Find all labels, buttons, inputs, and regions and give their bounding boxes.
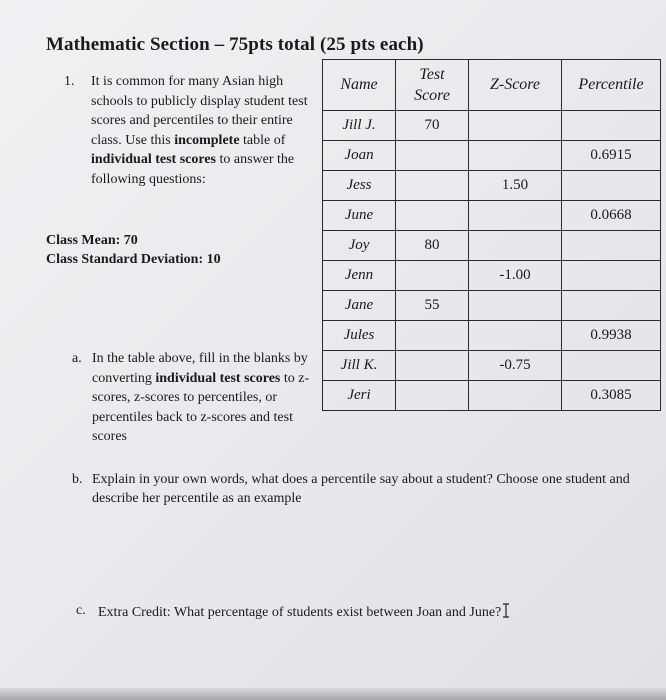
cell-z-score[interactable] [469,111,562,141]
cell-test-score[interactable] [396,351,469,381]
cell-name: Jules [323,321,396,351]
cell-percentile[interactable] [562,351,661,381]
cell-percentile[interactable] [562,261,661,291]
cell-z-score[interactable] [469,381,562,411]
part-a-text-part: to z-scores, z-scores to percentiles, or percentiles back to z-scores and test scores [92,370,310,445]
question-1 [64,72,314,190]
part-c [76,603,510,621]
cell-percentile: 0.0668 [562,201,661,231]
question-1-text-part: It is common for many Asian high schools to publicly display student test scores and percentiles to their entire class. Use this [91,74,308,148]
cell-percentile: 0.6915 [562,141,661,171]
cell-z-score[interactable] [469,231,562,261]
section-title: Mathematic Section – 75pts total (25 pts each) [46,34,424,55]
header-test-score [396,60,469,111]
cell-z-score[interactable] [469,201,562,231]
header-percentile: Percentile [562,60,661,111]
part-a-text [92,349,312,447]
table-row [323,261,661,291]
table-row [323,171,661,201]
part-b [72,470,632,508]
header-test-score-line1: Test [419,66,445,83]
cell-test-score[interactable] [396,261,469,291]
table-row [323,291,661,321]
question-1-text-part: table of [239,132,286,148]
question-1-bold-individual: individual test scores [91,152,216,168]
table-row [323,111,661,141]
class-standard-deviation: Class Standard Deviation: 10 [46,252,221,267]
question-1-number: 1. [64,74,75,89]
cell-name: Joy [323,231,396,261]
cell-name: Jane [323,291,396,321]
page-edge-shadow [0,688,666,700]
cell-test-score[interactable] [396,381,469,411]
cell-name: Jenn [323,261,396,291]
table-row [323,231,661,261]
table-row [323,201,661,231]
cell-percentile: 0.9938 [562,321,661,351]
part-b-number: b. [72,472,83,487]
part-a-bold: individual test scores [155,370,281,386]
cell-name: Jill J. [323,111,396,141]
cell-test-score: 80 [396,231,469,261]
cell-percentile[interactable] [562,291,661,321]
cell-name: June [323,201,396,231]
part-b-text: Explain in your own words, what does a percentile say about a student? Choose one student and describe her percentile as an example [92,472,630,506]
scores-table [322,59,661,411]
part-c-text: Extra Credit: What percentage of students exist between Joan and June? [98,605,502,620]
cell-z-score[interactable] [469,141,562,171]
header-z-score: Z-Score [469,60,562,111]
cell-name: Jeri [323,381,396,411]
cell-z-score: 1.50 [469,171,562,201]
cell-percentile[interactable] [562,171,661,201]
header-test-score-line2: Score [414,87,450,104]
cell-test-score[interactable] [396,171,469,201]
cell-z-score: -1.00 [469,261,562,291]
cell-percentile[interactable] [562,231,661,261]
part-c-number: c. [76,603,86,618]
cell-name: Jess [323,171,396,201]
part-a-text-part: In the table above, fill in the blanks by converting [92,351,308,386]
cell-z-score: -0.75 [469,351,562,381]
question-1-text [91,72,314,190]
table-header-row [323,60,661,111]
class-stats [46,231,221,269]
cell-name: Jill K. [323,351,396,381]
table-row [323,381,661,411]
cell-test-score[interactable] [396,201,469,231]
class-mean: Class Mean: 70 [46,233,138,248]
cell-test-score[interactable] [396,141,469,171]
cell-test-score[interactable] [396,321,469,351]
cell-test-score: 70 [396,111,469,141]
cell-name: Joan [323,141,396,171]
cell-percentile: 0.3085 [562,381,661,411]
cell-z-score[interactable] [469,321,562,351]
cell-percentile[interactable] [562,111,661,141]
table-row [323,321,661,351]
cell-test-score: 55 [396,291,469,321]
header-name: Name [323,60,396,111]
text-cursor-icon [502,603,510,618]
cell-z-score[interactable] [469,291,562,321]
question-1-text-part: to answer the following questions: [91,152,295,187]
part-a-number: a. [72,351,82,366]
table-row [323,351,661,381]
table-row [323,141,661,171]
question-1-bold-incomplete: incomplete [174,132,240,148]
part-a [72,349,312,447]
